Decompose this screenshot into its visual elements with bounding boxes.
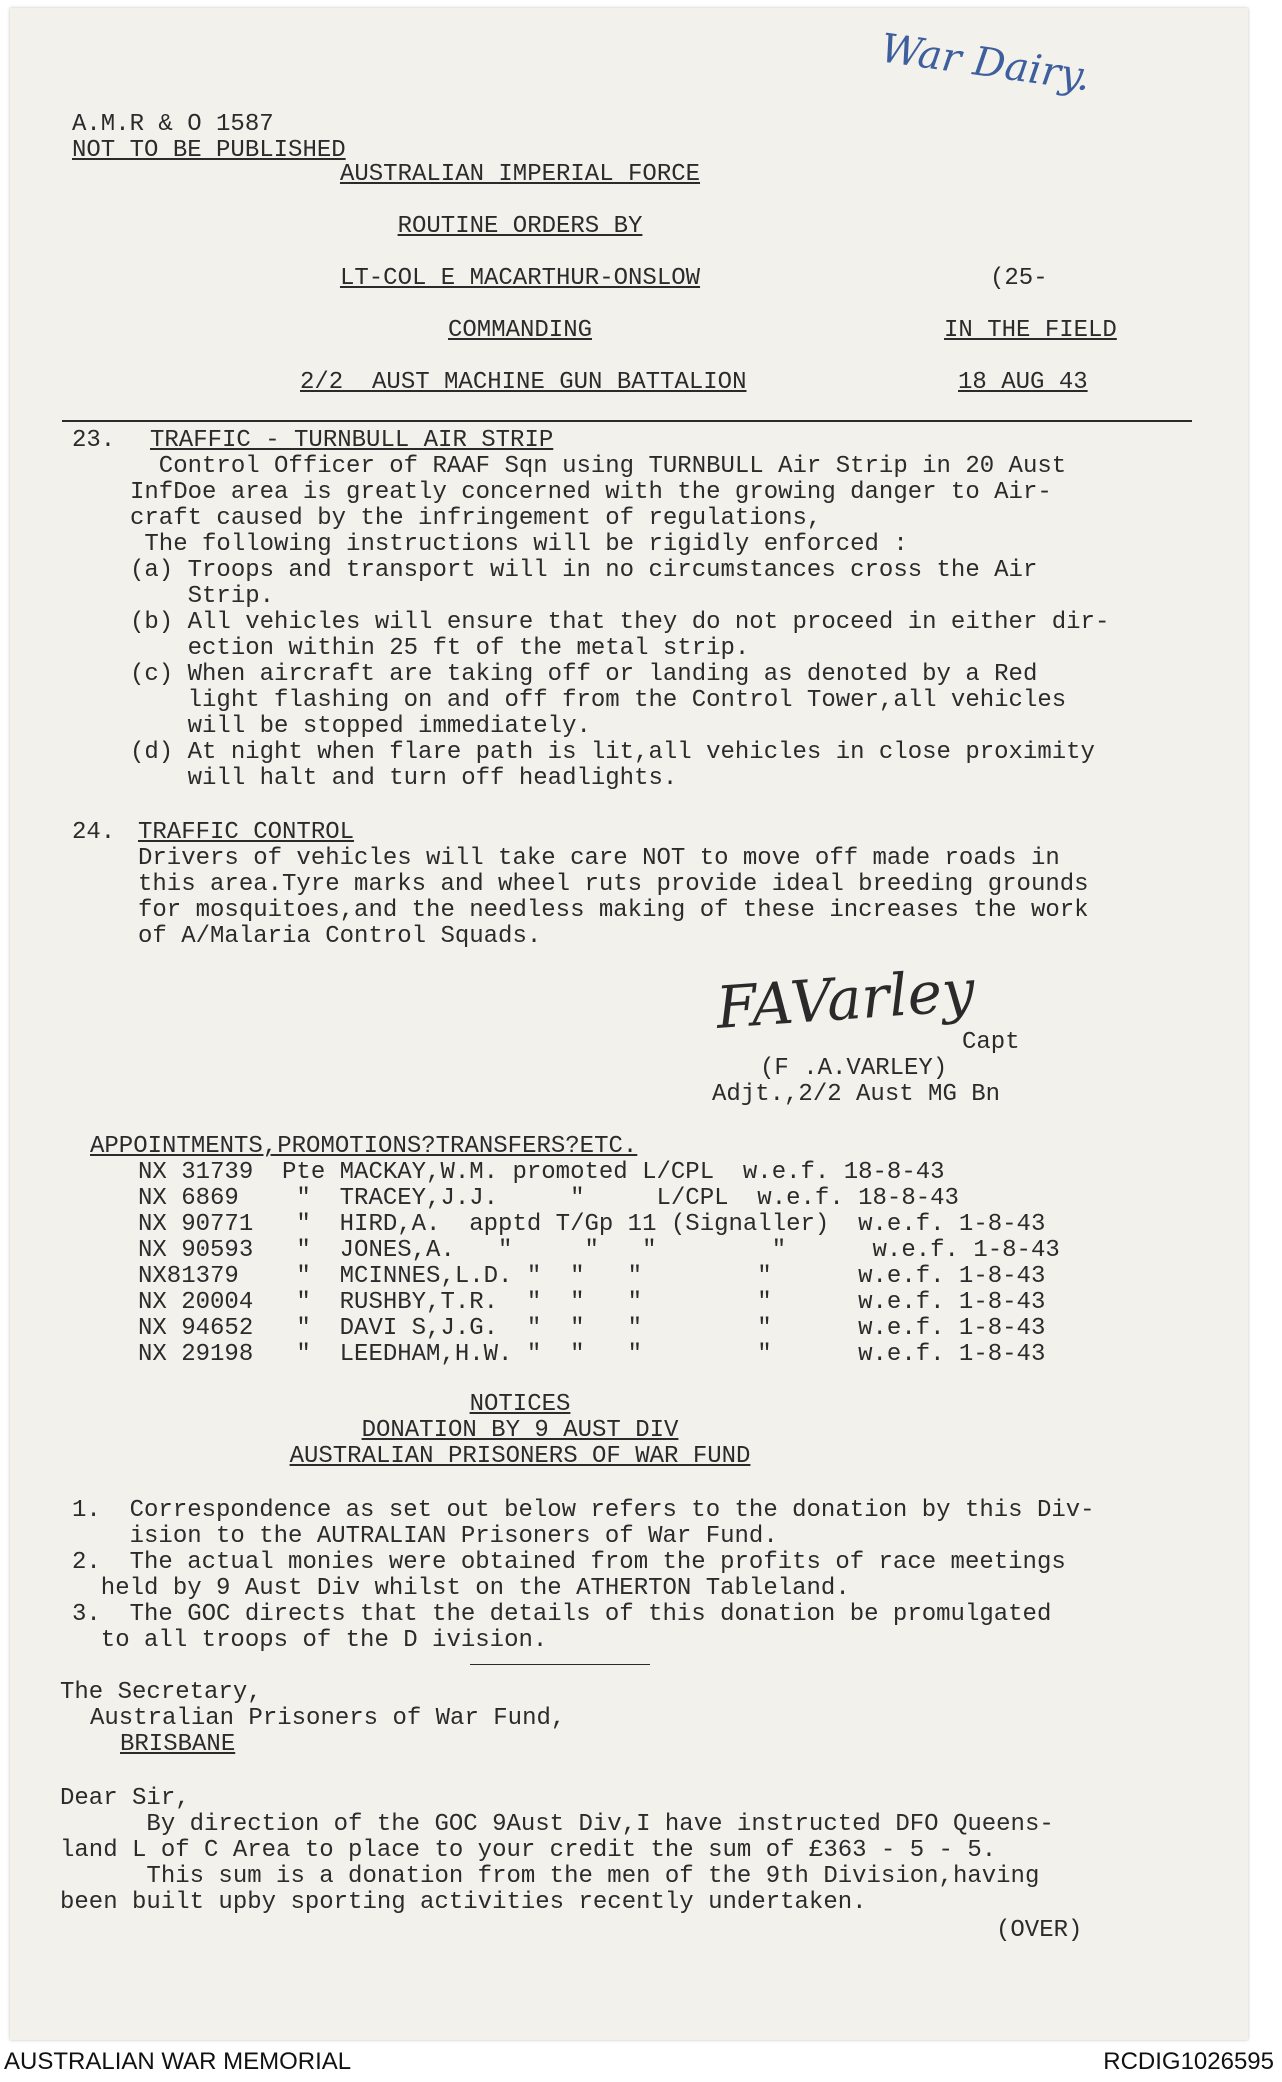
- notices-divider: [470, 1664, 650, 1665]
- letter-salutation: Dear Sir,: [60, 1785, 190, 1812]
- header-force: AUSTRALIAN IMPERIAL FORCE: [339, 161, 701, 188]
- appointment-row: NX 6869 " TRACEY,J.J. " L/CPL w.e.f. 18-8-43: [138, 1185, 959, 1212]
- header-orders: ROUTINE ORDERS BY: [397, 213, 643, 240]
- order-number: (25-: [990, 265, 1048, 292]
- appointments-heading: APPOINTMENTS,PROMOTIONS?TRANSFERS?ETC.: [90, 1133, 638, 1160]
- item-24-number: 24.: [72, 819, 116, 846]
- item-23-number: 23.: [72, 427, 116, 454]
- notices-heading: NOTICES: [469, 1391, 571, 1418]
- publication-restriction: NOT TO BE PUBLISHED: [72, 137, 346, 164]
- header-unit: 2/2 AUST MACHINE GUN BATTALION: [300, 369, 747, 396]
- archive-id: RCDIG1026595: [1103, 2048, 1274, 2075]
- item-23-body: Control Officer of RAAF Sqn using TURNBULL Air Strip in 20 Aust InfDoe area is greatly concerned with the growing danger to Air- craft caused by the infringement of regulations, The following instructions will be rigidly enforced : (a) Troops and transport will in no circumstances cross the Air Strip. (b) All vehicles will ensure that they do not proceed in either dir- ection within 25 ft of the metal strip. (c) When aircraft are taking off or landing as denoted by a Red light flashing on and off from the Control Tower,all vehicles will be stopped immediately. (d) At night when flare path is lit,all vehicles in close proximity will halt and turn off headlights.: [130, 453, 1110, 792]
- appointment-row: NX 20004 " RUSHBY,T.R. " " " " w.e.f. 1-8-43: [138, 1289, 1046, 1316]
- letter-body: By direction of the GOC 9Aust Div,I have instructed DFO Queens- land L of C Area to place to your credit the sum of £363 - 5 - 5. This sum is a donation from the men of the 9th Division,having been built upby sporting activities recently undertaken.: [60, 1811, 1054, 1916]
- signatory-rank: Capt: [962, 1029, 1020, 1056]
- appointment-row: NX 31739 Pte MACKAY,W.M. promoted L/CPL w.e.f. 18-8-43: [138, 1159, 945, 1186]
- order-date: 18 AUG 43: [958, 369, 1088, 396]
- letter-recipient: The Secretary,: [60, 1679, 262, 1706]
- reference-number: A.M.R & O 1587: [72, 111, 274, 138]
- item-23-title: TRAFFIC - TURNBULL AIR STRIP: [150, 427, 554, 454]
- letter-city: BRISBANE: [120, 1731, 236, 1758]
- header-divider: [62, 420, 1192, 422]
- handwritten-note: War Dairy.: [877, 25, 1094, 101]
- fund-heading: AUSTRALIAN PRISONERS OF WAR FUND: [289, 1443, 751, 1470]
- item-24-title: TRAFFIC CONTROL: [138, 819, 355, 846]
- location: IN THE FIELD: [944, 317, 1117, 344]
- donation-heading: DONATION BY 9 AUST DIV: [361, 1417, 679, 1444]
- header-commander: LT-COL E MACARTHUR-ONSLOW: [339, 265, 701, 292]
- appointment-row: NX 94652 " DAVI S,J.G. " " " " w.e.f. 1-8-43: [138, 1315, 1046, 1342]
- header-commanding: COMMANDING: [447, 317, 593, 344]
- over-note: (OVER): [996, 1917, 1083, 1944]
- notices-body: 1. Correspondence as set out below refers to the donation by this Div- ision to the AUTRALIAN Prisoners of War Fund. 2. The actual monies were obtained from the profits of race meetings held by 9 Aust Div whilst on the ATHERTON Tableland. 3. The GOC directs that the details of this donation be promulgated to all troops of the D ivision.: [72, 1497, 1095, 1654]
- appointment-row: NX81379 " MCINNES,L.D. " " " " w.e.f. 1-8-43: [138, 1263, 1046, 1290]
- archive-credit: AUSTRALIAN WAR MEMORIAL: [4, 2048, 352, 2075]
- signature: FAVarley: [713, 956, 977, 1042]
- signatory-name: (F .A.VARLEY): [760, 1055, 948, 1082]
- appointment-row: NX 90593 " JONES,A. " " " " w.e.f. 1-8-43: [138, 1237, 1060, 1264]
- signatory-title: Adjt.,2/2 Aust MG Bn: [712, 1081, 1001, 1108]
- appointment-row: NX 29198 " LEEDHAM,H.W. " " " " w.e.f. 1-8-43: [138, 1341, 1046, 1368]
- appointment-row: NX 90771 " HIRD,A. apptd T/Gp 11 (Signaller) w.e.f. 1-8-43: [138, 1211, 1046, 1238]
- item-24-body: Drivers of vehicles will take care NOT to move off made roads in this area.Tyre marks and wheel ruts provide ideal breeding grounds for mosquitoes,and the needless making of these increases the work of A/Malaria Control Squads.: [138, 845, 1089, 950]
- letter-organisation: Australian Prisoners of War Fund,: [90, 1705, 566, 1732]
